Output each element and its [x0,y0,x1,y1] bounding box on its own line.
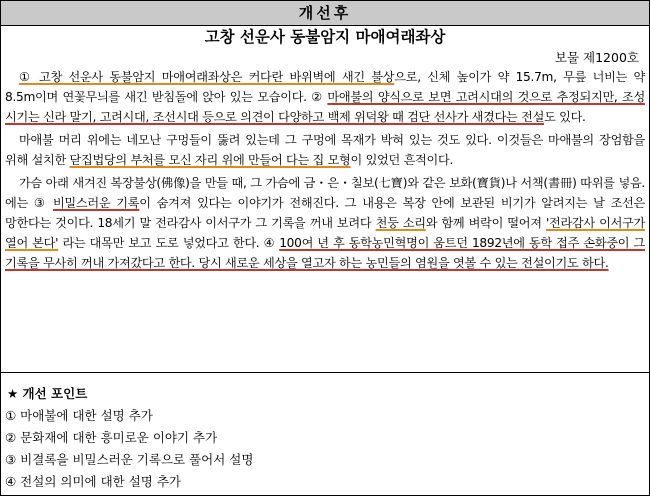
paragraph-3 [5,173,645,273]
underlined-segment: 비밀스러운 기록 [52,196,140,210]
point-item: ② 문화재에 대한 흥미로운 이야기 추가 [5,430,218,445]
text-segment: 가슴 아래 새겨진 복장불상(佛像)을 만들 때, 그 가슴에 금・은・칠보(七寶)와 같은 보화(寶貨)나 서책(書冊) 따위를 넣음.에는 ③ [5,176,645,210]
paragraph-1 [5,67,645,127]
underlined-segment: 마애불의 양식으로 보면 고려시대의 것으로 추정되지만, 조성 시기는 신라 말기, 고려시대, 조선시대 등으로 의견이 다양하고 백제 위덕왕 때 검단 선사가 새겼다는 전설 [5,90,645,124]
text-segment: 도 있다. [544,110,586,124]
document-number: 보물 제1200호 [554,50,639,65]
header-bar: 개선후 [1,1,649,26]
point-item: ④ 전설의 의미에 대한 설명 추가 [5,474,181,489]
underlined-segment: '전라감사 이서구가 열어 본다' [5,216,646,250]
point-item: ① 마애불에 대한 설명 추가 [5,408,153,423]
improvement-points [1,383,649,493]
text-segment: 으로, 신체 높이가 약 15.7m, 무릎 너비는 약 8.5m이며 연꽃무늬를 새긴 받침돌에 앉아 있는 모습이다. ② [5,70,645,104]
text-segment: 라는 대목만 보고 도로 넣었다고 한다. ④ [58,236,280,250]
text-segment: 마애불 머리 위에는 네모난 구멍들이 뚫려 있는데 그 구멍에 목재가 박혀 있는 것도 있다. 이것들은 마애불의 장엄함을 위해 설치한 [5,133,645,167]
text-segment: 이 숨겨져 있다는 이야기가 전해진다. 그 내용은 복장 안에 보관된 비기가 알려지는 날 조선은 망한다는 것이다. 18세기 말 전라감사 이서구가 그 기록을 꺼내 보려다 [5,196,645,230]
text-segment: 와 함께 벼락이 떨어져 [425,216,546,230]
document-title: 고창 선운사 동불암지 마애여래좌상 [204,28,446,46]
underlined-segment: ① 고창 선운사 동불암지 마애여래좌상은 커다란 바위벽에 새긴 불상 [19,70,395,84]
document-body [1,67,649,273]
paragraph-2 [5,130,645,170]
underlined-segment: 닫집법당의 부처를 모신 자리 위에 만들어 다는 집 모형 [69,153,351,167]
underlined-segment: 천둥 소리 [375,216,426,230]
text-segment: 이 있었던 흔적이다. [350,153,454,167]
section-divider [1,372,649,373]
points-title: ★ 개선 포인트 [7,386,88,401]
underlined-segment: 100여 년 후 동학농민혁명이 움트던 1892년에 동학 접주 손화중이 그 기록을 무사히 꺼내 가져갔다고 한다. 당시 새로운 세상을 열고자 하는 농민들의 염원을 엿볼 수 있는 전설이기도 하다. [5,236,646,270]
point-item: ③ 비결록을 비밀스러운 기록으로 풀어서 설명 [5,452,254,467]
